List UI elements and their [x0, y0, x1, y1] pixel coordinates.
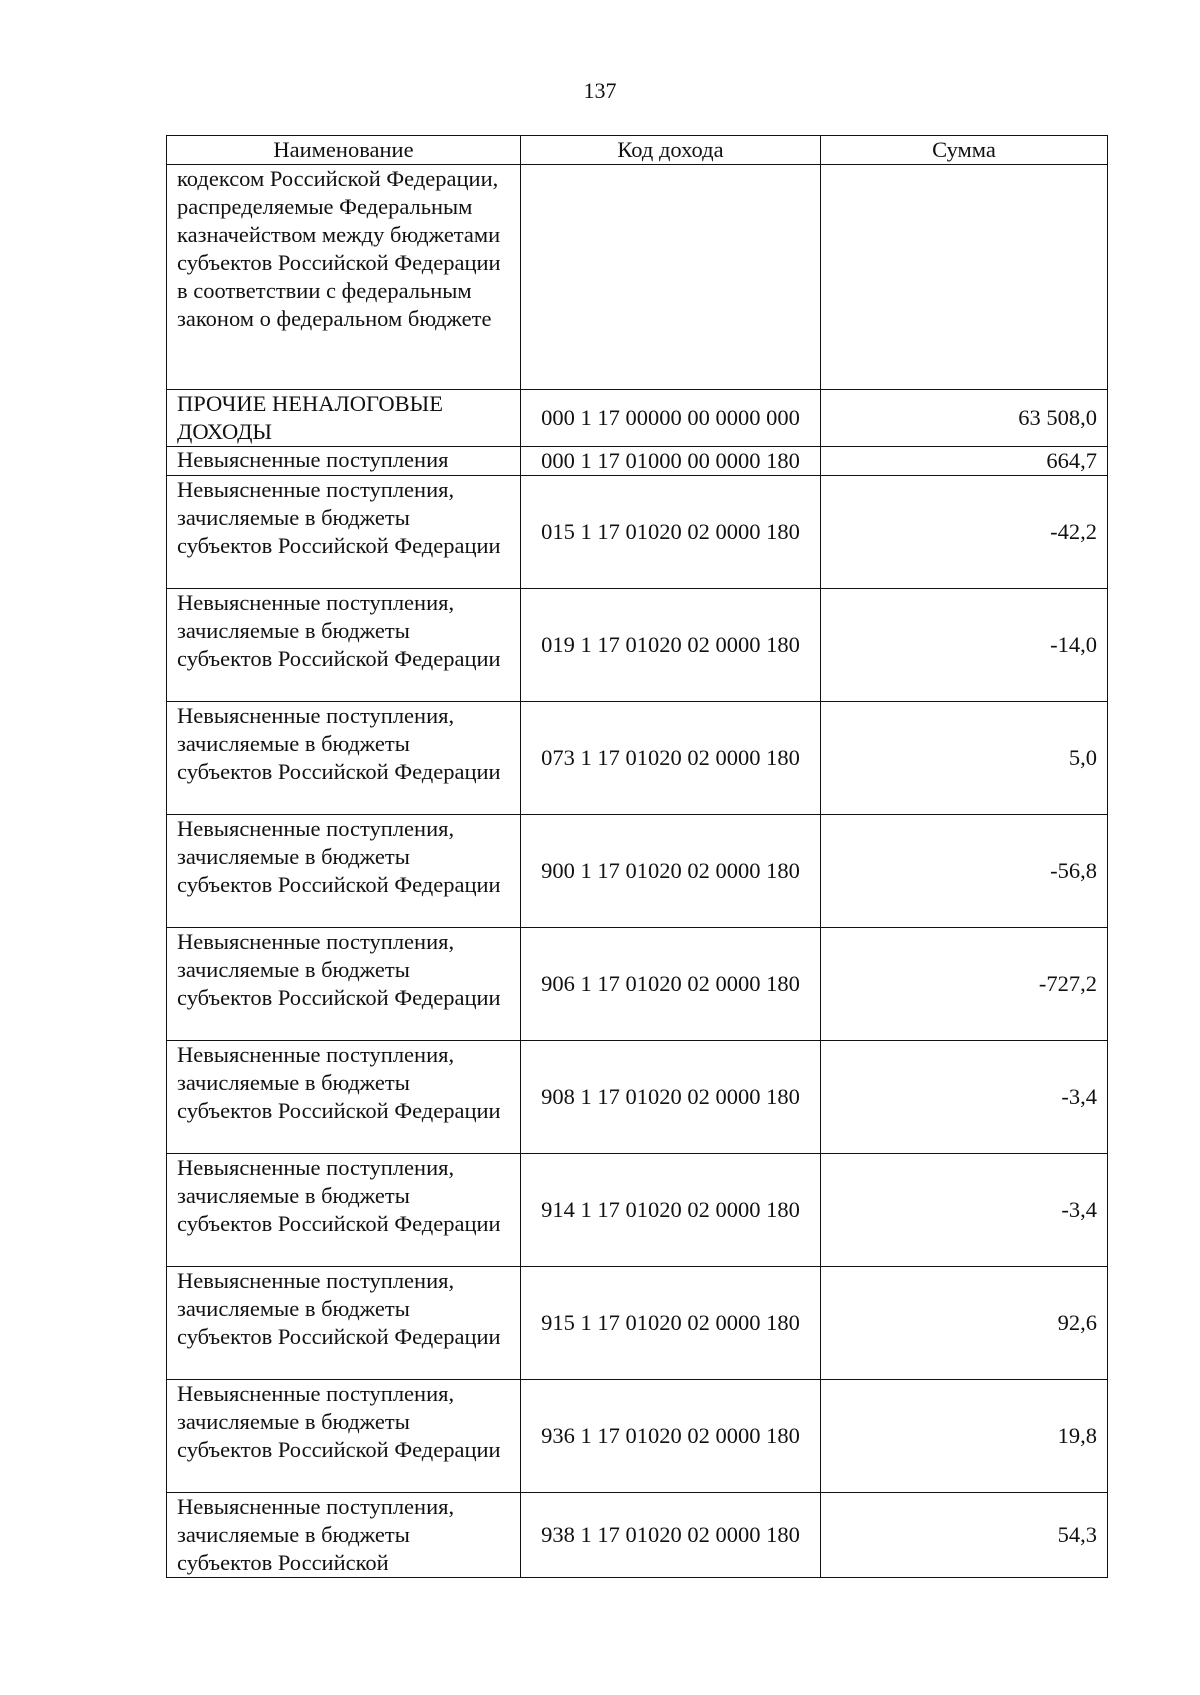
- row-sum: 664,7: [821, 447, 1108, 476]
- header-sum: Сумма: [821, 136, 1108, 165]
- header-name: Наименование: [167, 136, 521, 165]
- row-name: Невыясненные поступления, зачисляемые в бюджеты субъектов Российской Федерации: [167, 702, 521, 815]
- row-code: 000 1 17 01000 00 0000 180: [521, 447, 821, 476]
- row-sum: -3,4: [821, 1154, 1108, 1267]
- row-name: Невыясненные поступления, зачисляемые в бюджеты субъектов Российской Федерации: [167, 1267, 521, 1380]
- table-row: [167, 165, 1108, 390]
- row-code: [521, 165, 821, 390]
- row-name: Невыясненные поступления: [167, 447, 521, 476]
- row-code: 938 1 17 01020 02 0000 180: [521, 1493, 821, 1578]
- table-row: [167, 447, 1108, 476]
- table-row: [167, 476, 1108, 589]
- page-number: 137: [583, 78, 617, 103]
- row-code: 914 1 17 01020 02 0000 180: [521, 1154, 821, 1267]
- row-code: 906 1 17 01020 02 0000 180: [521, 928, 821, 1041]
- row-code: 073 1 17 01020 02 0000 180: [521, 702, 821, 815]
- row-code: 015 1 17 01020 02 0000 180: [521, 476, 821, 589]
- row-sum: -56,8: [821, 815, 1108, 928]
- row-sum: 63 508,0: [821, 390, 1108, 447]
- row-name: Невыясненные поступления, зачисляемые в бюджеты субъектов Российской Федерации: [167, 476, 521, 589]
- table-row: [167, 589, 1108, 702]
- row-name: ПРОЧИЕ НЕНАЛОГОВЫЕ ДОХОДЫ: [167, 390, 521, 447]
- row-sum: -42,2: [821, 476, 1108, 589]
- row-name: Невыясненные поступления, зачисляемые в бюджеты субъектов Российской Федерации: [167, 1154, 521, 1267]
- table-row: [167, 1267, 1108, 1380]
- row-sum: 19,8: [821, 1380, 1108, 1493]
- row-name: Невыясненные поступления, зачисляемые в бюджеты субъектов Российской Федерации: [167, 1041, 521, 1154]
- row-name: Невыясненные поступления, зачисляемые в бюджеты субъектов Российской Федерации: [167, 928, 521, 1041]
- row-name: Невыясненные поступления, зачисляемые в бюджеты субъектов Российской Федерации: [167, 815, 521, 928]
- row-code: 915 1 17 01020 02 0000 180: [521, 1267, 821, 1380]
- row-sum: 5,0: [821, 702, 1108, 815]
- row-name: Невыясненные поступления, зачисляемые в бюджеты субъектов Российской Федерации: [167, 589, 521, 702]
- row-code: 908 1 17 01020 02 0000 180: [521, 1041, 821, 1154]
- table-row: [167, 1380, 1108, 1493]
- row-sum: 92,6: [821, 1267, 1108, 1380]
- row-sum: -14,0: [821, 589, 1108, 702]
- row-sum: -727,2: [821, 928, 1108, 1041]
- row-sum: 54,3: [821, 1493, 1108, 1578]
- row-code: 019 1 17 01020 02 0000 180: [521, 589, 821, 702]
- table-row: [167, 928, 1108, 1041]
- table-row: [167, 702, 1108, 815]
- row-code: 900 1 17 01020 02 0000 180: [521, 815, 821, 928]
- row-name: Невыясненные поступления, зачисляемые в бюджеты субъектов Российской Федерации: [167, 1380, 521, 1493]
- row-code: 000 1 17 00000 00 0000 000: [521, 390, 821, 447]
- row-name: Невыясненные поступления, зачисляемые в бюджеты субъектов Российской: [167, 1493, 521, 1578]
- table-row: [167, 1154, 1108, 1267]
- row-name: кодексом Российской Федерации, распределяемые Федеральным казначейством между бюджетами субъектов Российской Федерации в соответствии с федеральным законом о федеральном бюджете: [167, 165, 521, 390]
- row-sum: [821, 165, 1108, 390]
- header-code: Код дохода: [521, 136, 821, 165]
- income-table: [166, 135, 1108, 1578]
- table-header-row: [167, 136, 1108, 165]
- row-sum: -3,4: [821, 1041, 1108, 1154]
- table-row: [167, 390, 1108, 447]
- table-row: [167, 1041, 1108, 1154]
- table-row: [167, 815, 1108, 928]
- table-row: [167, 1493, 1108, 1578]
- row-code: 936 1 17 01020 02 0000 180: [521, 1380, 821, 1493]
